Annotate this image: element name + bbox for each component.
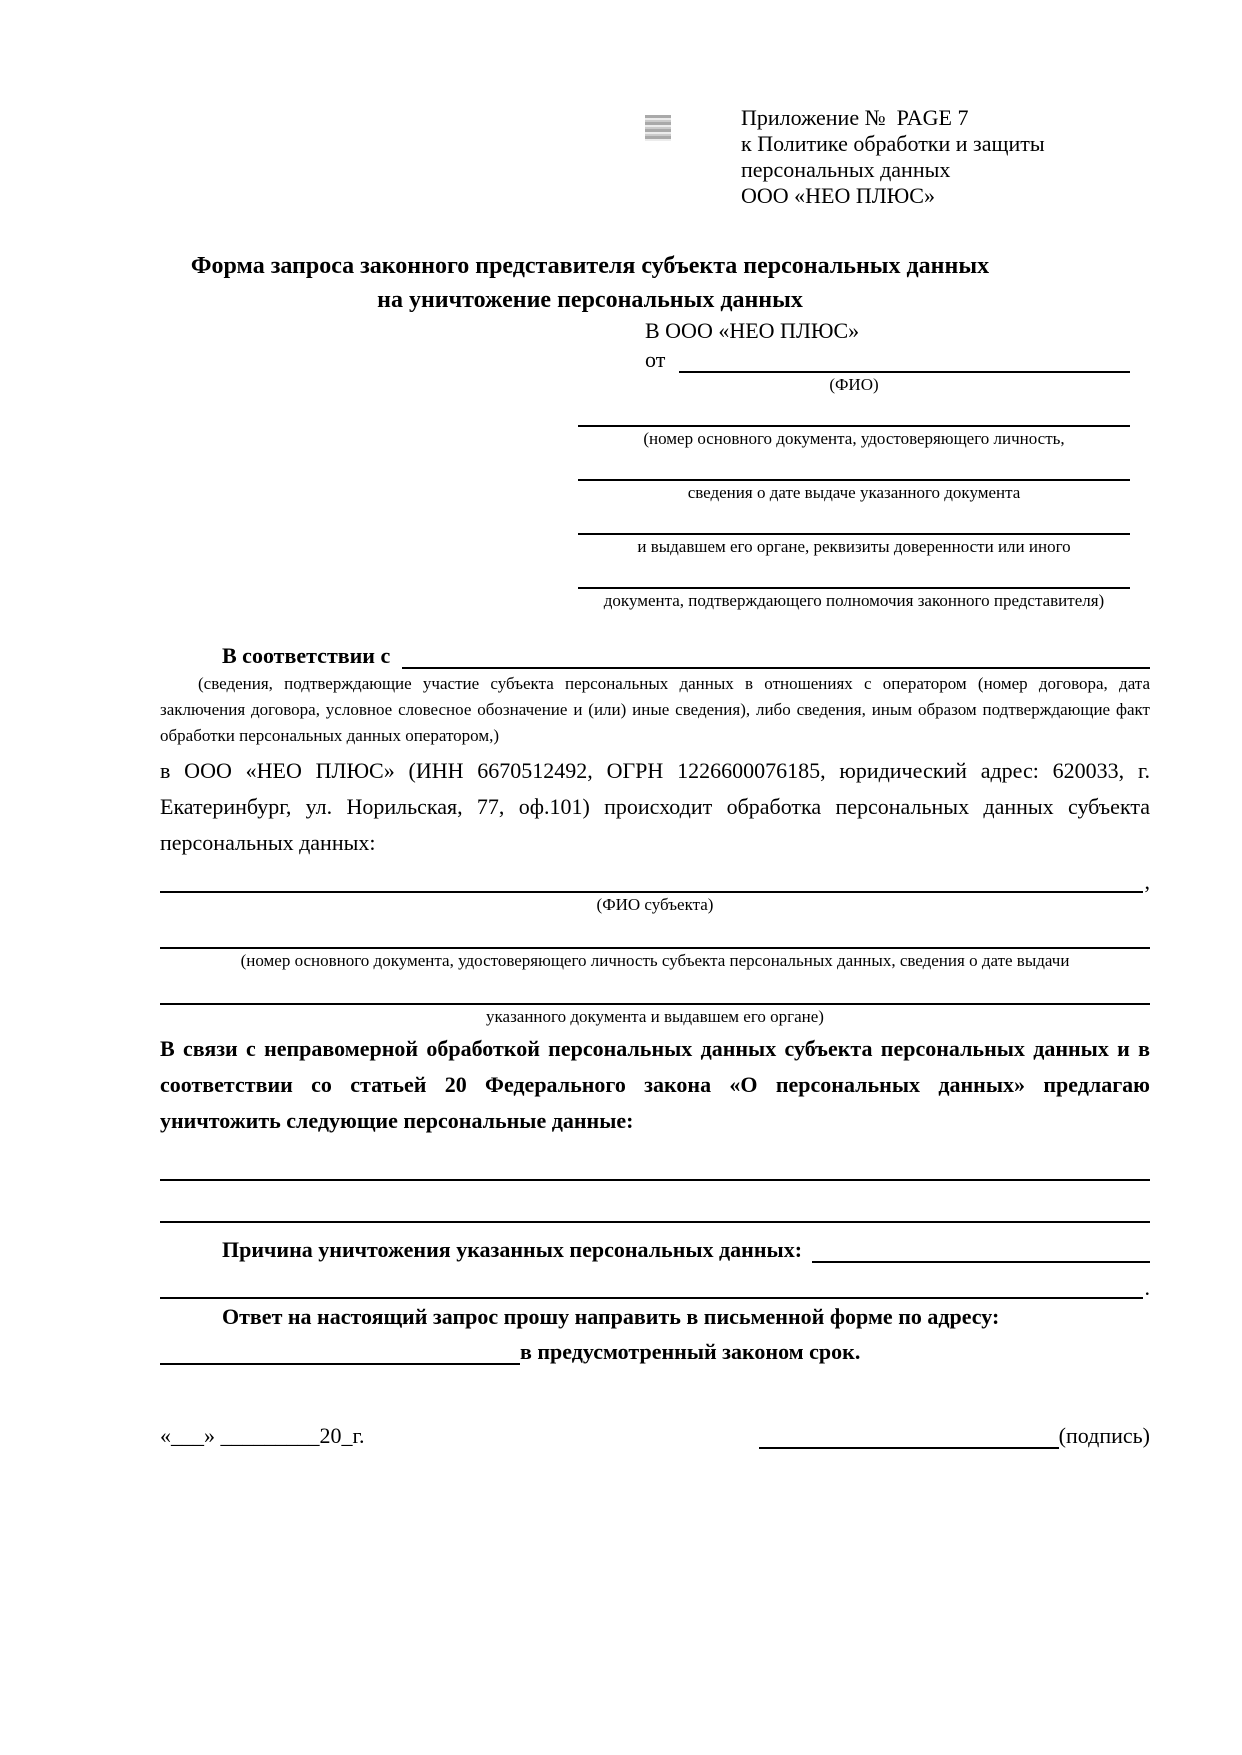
according-footnote: (сведения, подтверждающие участие субъекта персональных данных в отношениях с оператором (номер договора, дата заключения договора, условное словесное обозначение и (или) иные сведения), либо сведения, иным образом подтверждающие факт обработки персональных данных оператором,) <box>160 674 1150 745</box>
representative-doc-field-line-2[interactable] <box>578 449 1130 481</box>
representative-fio-caption: (ФИО) <box>829 375 879 394</box>
data-to-destroy-field-line-1[interactable] <box>160 1139 1150 1181</box>
addressee-organization: В ООО «НЕО ПЛЮС» <box>645 318 860 343</box>
reply-request-line: Ответ на настоящий запрос прошу направить в письменной форме по адресу: <box>222 1304 1000 1329</box>
relation-details-field-line[interactable] <box>402 643 1150 669</box>
from-row <box>578 345 1130 373</box>
document-title <box>160 249 1150 317</box>
reason-field-line-1[interactable] <box>812 1237 1150 1263</box>
subject-fio-field-line[interactable] <box>160 867 1143 893</box>
subject-fio-comma: , <box>1144 869 1150 894</box>
representative-fio-field-line[interactable] <box>679 347 1130 373</box>
representative-doc-field-line-1[interactable] <box>578 395 1130 427</box>
signature-field-line[interactable] <box>759 1423 1059 1449</box>
signature-footer <box>160 1423 1150 1449</box>
subject-doc-field-line-1[interactable] <box>160 915 1150 949</box>
subject-doc-caption-2: указанного документа и выдавшем его органе) <box>486 1007 824 1026</box>
subject-doc-field-line-2[interactable] <box>160 971 1150 1005</box>
reply-suffix: в предусмотренный законом срок. <box>520 1339 861 1364</box>
date-field: «___» _________20_г. <box>160 1423 365 1448</box>
header-line-appendix: Приложение № PAGE 7 <box>741 105 969 130</box>
header-text-block <box>741 105 1045 209</box>
representative-doc-field-line-4[interactable] <box>578 557 1130 589</box>
operator-paragraph: в ООО «НЕО ПЛЮС» (ИНН 6670512492, ОГРН 1226600076185, юридический адрес: 620033, г. Екатеринбург, ул. Норильская, 77, оф.101) происходит обработка персональных данных субъекта персональных данных: <box>160 758 1150 855</box>
according-row <box>160 641 1150 669</box>
representative-doc-caption-2: сведения о дате выдаче указанного документа <box>687 483 1021 502</box>
subject-fio-caption: (ФИО субъекта) <box>596 895 714 914</box>
data-to-destroy-field-line-2[interactable] <box>160 1181 1150 1223</box>
reply-address-field-line[interactable] <box>160 1339 520 1365</box>
title-line-2: на уничтожение персональных данных <box>377 287 803 313</box>
reply-address-row <box>160 1333 1150 1365</box>
addressee-block <box>578 317 1130 611</box>
title-line-1: Форма запроса законного представителя субъекта персональных данных <box>190 253 990 279</box>
document-header <box>645 105 1150 209</box>
signature-group <box>759 1423 1150 1449</box>
representative-doc-caption-3: и выдавшем его органе, реквизиты доверенности или иного <box>637 537 1071 556</box>
according-label: В соответствии с <box>222 643 391 668</box>
reason-label: Причина уничтожения указанных персональных данных: <box>222 1237 803 1262</box>
field-shading-icon <box>645 115 671 141</box>
reason-period: . <box>1144 1275 1150 1300</box>
reason-row <box>160 1231 1150 1263</box>
representative-doc-caption-1: (номер основного документа, удостоверяющего личность, <box>643 429 1065 448</box>
header-line-policy: к Политике обработки и защиты <box>741 131 1045 156</box>
signature-caption: (подпись) <box>1058 1423 1150 1448</box>
reason-continuation-row <box>160 1263 1150 1299</box>
header-line-personal-data: персональных данных <box>741 157 951 182</box>
demand-paragraph: В связи с неправомерной обработкой персональных данных субъекта персональных данных и в соответствии со статьей 20 Федерального закона «О персональных данных» предлагаю уничтожить следующие персональные данные: <box>160 1036 1150 1133</box>
subject-doc-caption-1: (номер основного документа, удостоверяющего личность субъекта персональных данных, сведения о дате выдачи <box>240 951 1070 970</box>
reason-field-line-2[interactable] <box>160 1273 1143 1299</box>
representative-doc-caption-4: документа, подтверждающего полномочия законного представителя) <box>603 591 1105 610</box>
representative-doc-field-line-3[interactable] <box>578 503 1130 535</box>
from-label: от <box>645 347 666 372</box>
header-line-company: ООО «НЕО ПЛЮС» <box>741 183 935 208</box>
subject-fio-row <box>160 861 1150 893</box>
